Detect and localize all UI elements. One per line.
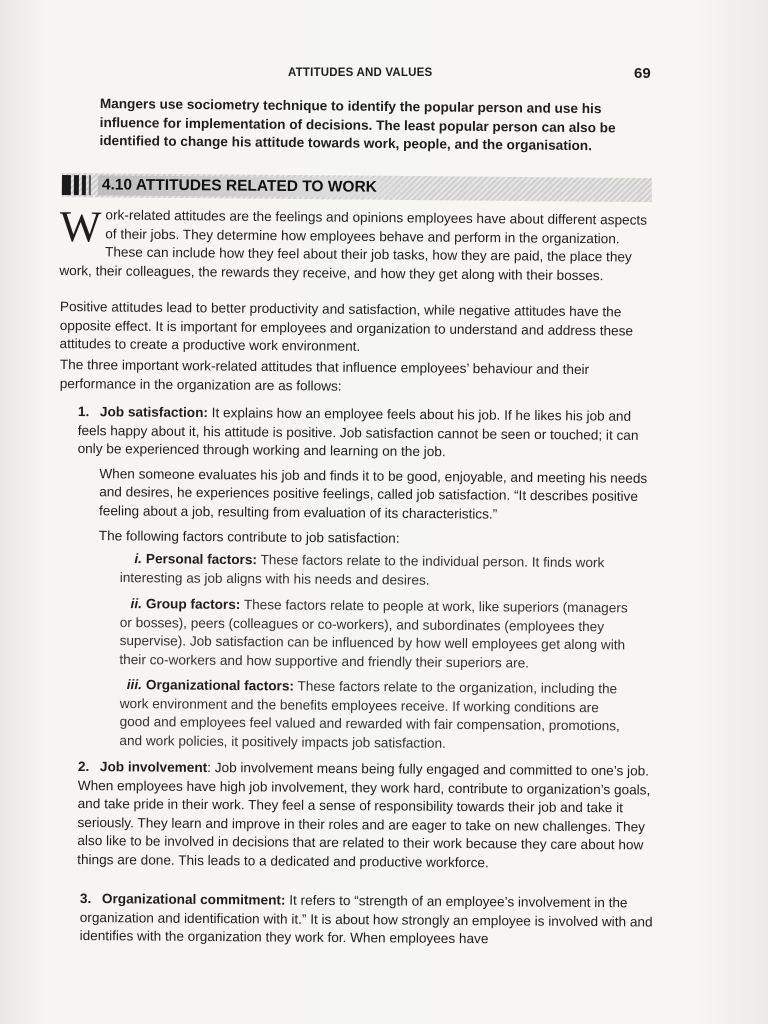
list-item-organizational-commitment: [80, 890, 660, 950]
heading-block-icon: [89, 175, 91, 195]
paragraph-text: ork-related attitudes are the feelings and opinions employees have about different aspects of their jobs. They determine how employees behave and perform in the organization. These can include how they feel about their job tasks, how they are paid, the place they work, their colleagues, the rewards they receive, and how they get along with their bosses.: [59, 207, 648, 284]
list-number: 2.: [77, 758, 90, 775]
factor-item: [119, 595, 630, 674]
list-text: It refers to “strength of an employee’s involvement in the organization and identification with it.” It is about how strongly an employee is involved with and identifies with the organization they work for. When employees have: [79, 892, 653, 947]
paragraph-three-attitudes: The three important work-related attitudes that influence employees’ behaviour and their performance in the organization are as follows:: [59, 356, 590, 394]
list-term: Organizational commitment:: [101, 891, 286, 908]
list-number: 1.: [77, 403, 90, 420]
factor-text: These factors relate to people at work, like superiors (managers or bosses), peers (colleagues or co-workers), and subordinates (employees they supervise). Job satisfaction can be influenced by how well employees get along with their co-workers and how supportive and friendly their superiors are.: [119, 597, 628, 671]
page-number: 69: [634, 65, 651, 82]
intro-paragraph: Mangers use sociometry technique to identify the popular person and use his influence for implementation of decisions. The least popular person can also be identified to change his attitude towards work, people, and the organisation.: [99, 95, 616, 154]
factor-term: Group factors:: [145, 596, 241, 613]
section-title: 4.10 ATTITUDES RELATED TO WORK: [98, 175, 427, 198]
job-satisfaction-definition: When someone evaluates his job and finds it to be good, enjoyable, and meeting his needs and desires, he experiences positive feelings, called job satisfaction. “It describes positive feeling about a job, resulting from evaluation of its characteristics.”: [98, 465, 648, 522]
factor-text: These factors relate to the organization, including the work environment and the benefits employees receive. If working conditions are good and employees feel valued and rewarded with fair compensation, promotions, and work policies, it positively impacts job satisfaction.: [119, 678, 620, 751]
paragraph-work-attitudes: [59, 202, 654, 286]
factor-item: [120, 550, 630, 592]
list-term: Job involvement: [99, 759, 208, 776]
list-term: Job satisfaction:: [99, 404, 209, 421]
factor-item: [119, 676, 630, 755]
heading-block-icon: [74, 175, 79, 195]
heading-block-icon: [62, 175, 71, 195]
list-text: : Job involvement means being fully engaged and committed to one’s job. When employees have high job involvement, they work hard, contribute to organization’s goals, and take pride in their work. They feel a sense of responsibility towards their job and take it seriously. They learn and improve in their roles and are eager to take on new challenges. They also like to be involved in decisions that are related to their work because they care about how things are done. This leads to a dedicated and productive workforce.: [77, 760, 651, 871]
factors-intro: The following factors contribute to job satisfaction:: [98, 527, 400, 546]
drop-cap: W: [59, 202, 102, 252]
factor-term: Personal factors:: [145, 551, 258, 568]
list-text: It explains how an employee feels about his job. If he likes his job and feels happy about it, his attitude is positive. Job satisfaction cannot be seen or touched; it can only be experienced through working and learning on the job.: [77, 405, 639, 460]
factor-text: These factors relate to the individual person. It finds work interesting as job aligns with his needs and desires.: [119, 552, 605, 588]
list-item-job-satisfaction: [77, 403, 656, 550]
list-item-job-involvement: [77, 758, 658, 874]
heading-block-icon: [82, 175, 86, 195]
list-number: 3.: [79, 890, 92, 907]
factor-term: Organizational factors:: [145, 677, 295, 694]
paragraph-positive-attitudes: Positive attitudes lead to better productivity and satisfaction, while negative attitudes have the opposite effect. It is important for employees and organization to understand and address these attitudes to create a productive work environment.: [59, 298, 634, 355]
factor-label: ii.: [130, 596, 142, 612]
running-header: ATTITUDES AND VALUES: [288, 67, 433, 79]
factor-label: iii.: [126, 677, 142, 693]
factor-label: i.: [134, 551, 142, 567]
section-heading-bar: [62, 173, 652, 202]
